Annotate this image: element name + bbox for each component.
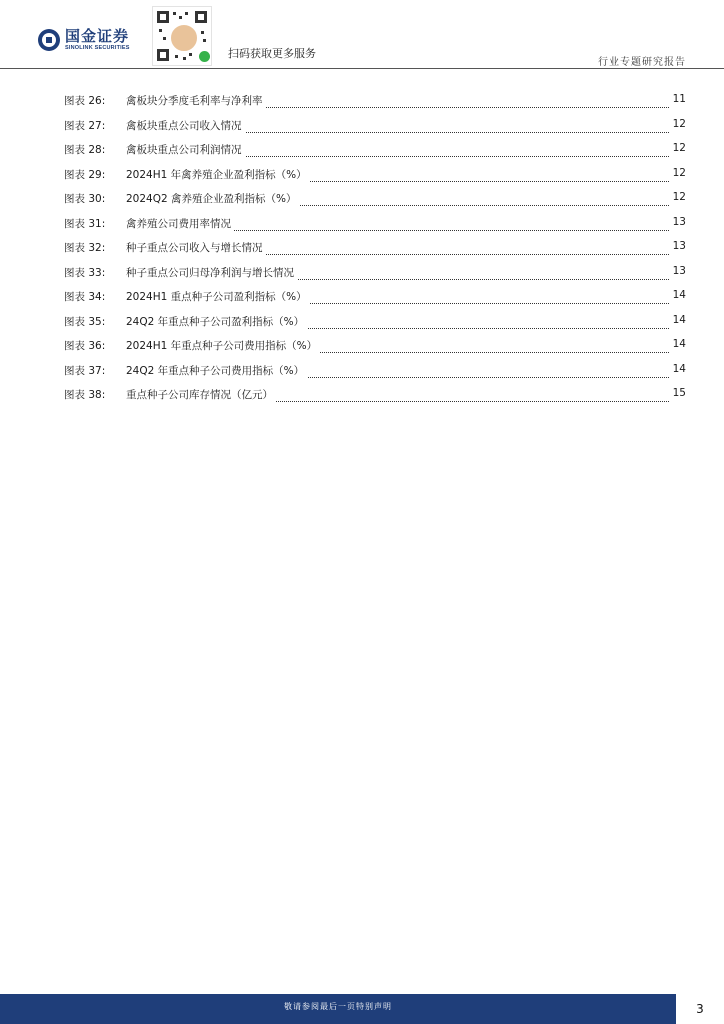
page-number: 3 [696, 1002, 704, 1016]
toc-label: 图表 34: [64, 291, 106, 303]
toc-title: 种子重点公司收入与增长情况 [126, 240, 266, 255]
toc-title: 2024H1 年重点种子公司费用指标（%） [126, 338, 320, 353]
toc-entry[interactable] [0, 311, 724, 336]
toc-label: 图表 26: [64, 95, 106, 107]
toc-entry[interactable] [0, 286, 724, 311]
toc-title: 24Q2 年重点种子公司费用指标（%） [126, 363, 307, 378]
toc-entry[interactable] [0, 139, 724, 164]
toc-label: 图表 38: [64, 389, 106, 401]
toc-entry[interactable] [0, 164, 724, 189]
toc-page: 14 [670, 289, 686, 301]
toc-label: 图表 27: [64, 119, 106, 132]
toc-page: 13 [670, 216, 686, 228]
toc-label: 图表 36: [64, 340, 106, 352]
toc-page: 15 [670, 387, 686, 399]
logo-en-text: SINOLINK SECURITIES [65, 45, 130, 51]
toc-label: 图表 28: [64, 144, 106, 156]
toc-label: 图表 29: [64, 168, 106, 181]
toc-label: 图表 30: [64, 193, 106, 205]
toc-page: 12 [670, 118, 686, 130]
toc-label: 图表 31: [64, 217, 106, 230]
report-type-label: 行业专题研究报告 [598, 57, 686, 68]
toc-page: 12 [670, 167, 686, 179]
toc-title: 禽板块分季度毛利率与净利率 [126, 93, 266, 108]
toc-title: 24Q2 年重点种子公司盈利指标（%） [126, 314, 307, 329]
page-header [0, 0, 724, 70]
qr-code-icon[interactable] [152, 6, 212, 66]
toc-page: 11 [670, 93, 686, 105]
toc-entry[interactable] [0, 188, 724, 213]
toc-title: 种子重点公司归母净利润与增长情况 [126, 265, 297, 280]
toc-page: 14 [670, 363, 686, 375]
toc-title: 2024Q2 禽养殖企业盈利指标（%） [126, 191, 299, 206]
footer-disclaimer: 敬请参阅最后一页特别声明 [284, 1002, 392, 1011]
toc-page: 14 [670, 338, 686, 350]
toc-entry[interactable] [0, 335, 724, 360]
header-divider [0, 68, 724, 69]
toc-title: 禽板块重点公司利润情况 [126, 142, 245, 157]
toc-page: 13 [670, 265, 686, 277]
toc-page: 12 [670, 142, 686, 154]
logo-cn-text: 国金证券 [65, 27, 130, 45]
wechat-icon [199, 51, 210, 62]
scan-prompt: 扫码获取更多服务 [228, 47, 316, 60]
toc-title: 2024H1 年禽养殖企业盈利指标（%） [126, 167, 310, 182]
brand-badge-icon [169, 23, 199, 53]
toc-entry[interactable] [0, 213, 724, 238]
sinolink-logo-icon [38, 29, 60, 51]
figure-toc-list [0, 90, 724, 409]
toc-entry[interactable] [0, 384, 724, 409]
toc-entry[interactable] [0, 115, 724, 140]
toc-title: 禽养殖公司费用率情况 [126, 216, 234, 231]
toc-page: 12 [670, 191, 686, 203]
toc-entry[interactable] [0, 262, 724, 287]
company-logo [38, 29, 130, 52]
toc-title: 禽板块重点公司收入情况 [126, 118, 245, 133]
toc-title: 重点种子公司库存情况（亿元） [126, 387, 276, 402]
toc-title: 2024H1 重点种子公司盈利指标（%） [126, 289, 310, 304]
toc-label: 图表 35: [64, 315, 106, 328]
toc-page: 13 [670, 240, 686, 252]
toc-entry[interactable] [0, 360, 724, 385]
toc-entry[interactable] [0, 90, 724, 115]
toc-label: 图表 37: [64, 364, 106, 377]
toc-label: 图表 32: [64, 242, 106, 254]
toc-label: 图表 33: [64, 266, 106, 279]
toc-entry[interactable] [0, 237, 724, 262]
toc-page: 14 [670, 314, 686, 326]
